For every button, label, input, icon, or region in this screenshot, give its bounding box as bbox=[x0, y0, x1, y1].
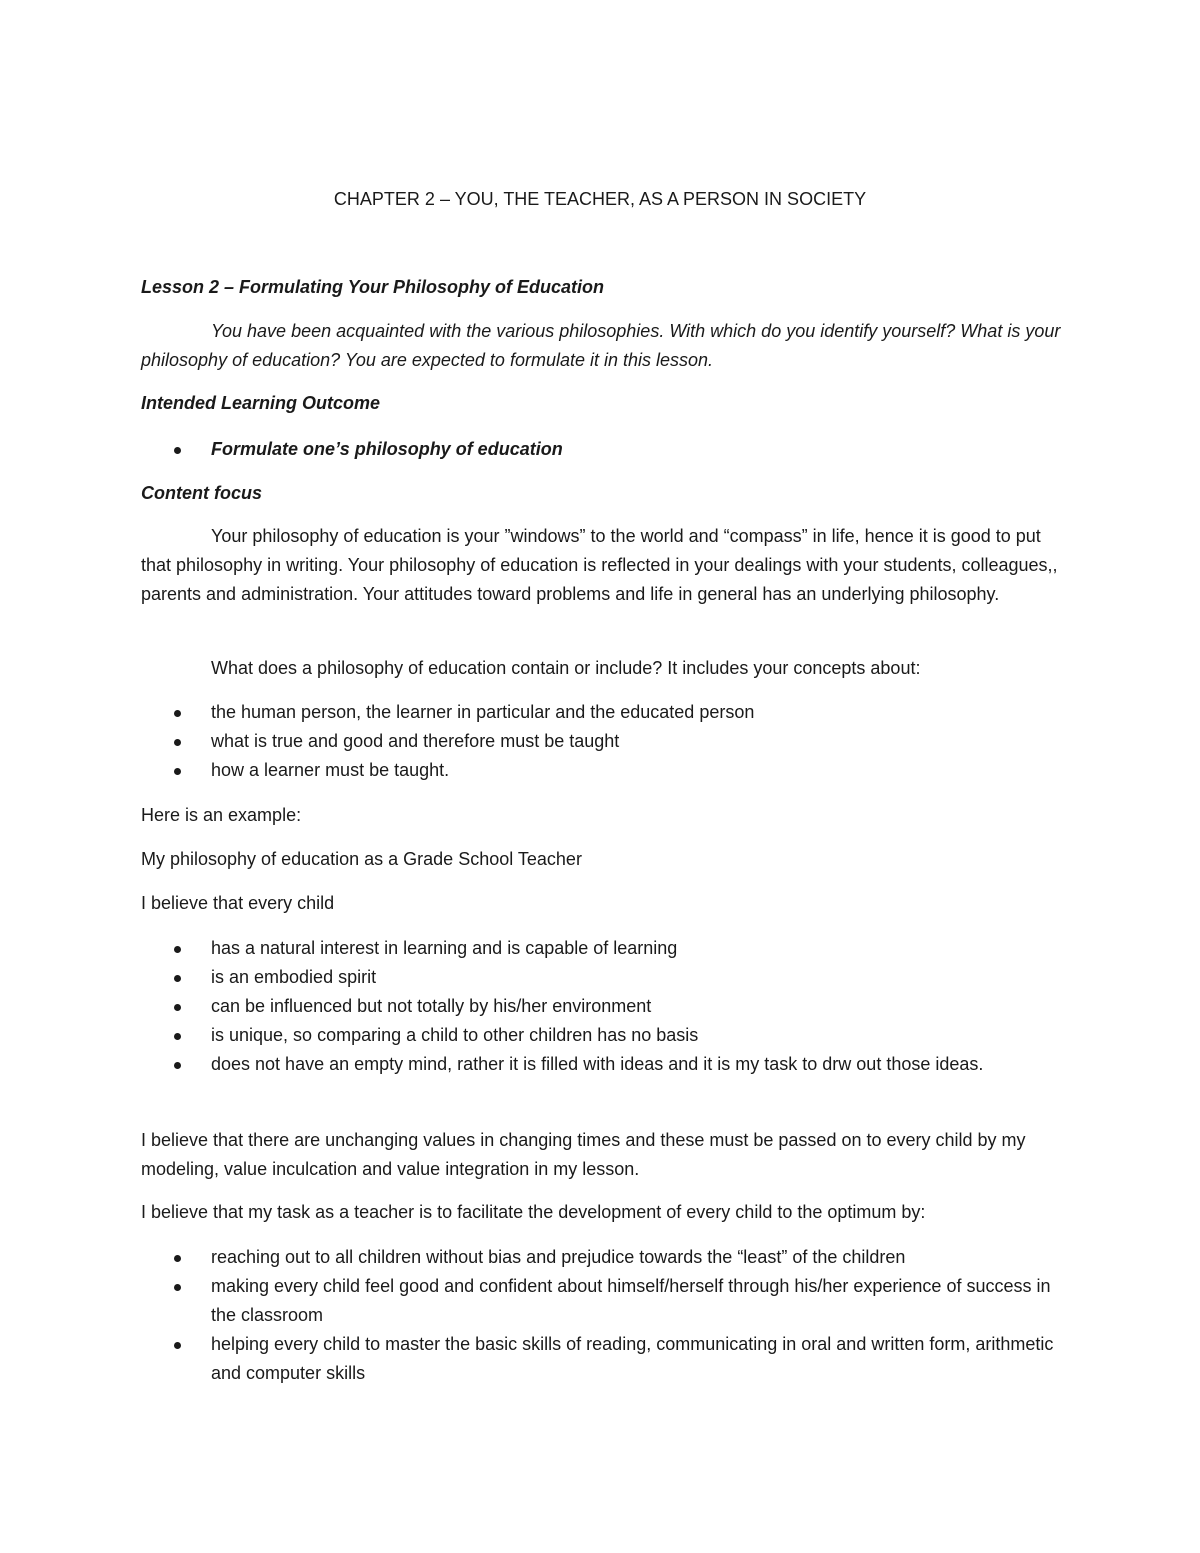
list-item bbox=[141, 963, 1071, 992]
bullet-icon bbox=[174, 1004, 181, 1011]
list-item-text: reaching out to all children without bias and prejudice towards the “least” of the children bbox=[211, 1247, 906, 1267]
lesson-intro: You have been acquainted with the various philosophies. With which do you identify yourself? What is your philosophy of education? You are expected to formulate it in this lesson. bbox=[141, 321, 1061, 370]
list-item-text: helping every child to master the basic skills of reading, communicating in oral and written form, arithmetic and computer skills bbox=[211, 1334, 1054, 1383]
example-title: My philosophy of education as a Grade School Teacher bbox=[141, 849, 582, 869]
list-item-text: Formulate one’s philosophy of education bbox=[211, 439, 563, 459]
list-item-text: what is true and good and therefore must be taught bbox=[211, 731, 620, 751]
list-item bbox=[141, 435, 1071, 464]
list-item-text: does not have an empty mind, rather it is filled with ideas and it is my task to drw out those ideas. bbox=[211, 1054, 984, 1074]
example-intro: Here is an example: bbox=[141, 805, 302, 825]
list-item bbox=[141, 992, 1071, 1021]
list-item bbox=[141, 756, 1071, 785]
list-item bbox=[141, 727, 1071, 756]
bullet-icon bbox=[174, 1062, 181, 1069]
belief-values: I believe that there are unchanging values in changing times and these must be passed on to every child by my modeling, value inculcation and value integration in my lesson. bbox=[141, 1130, 1026, 1179]
chapter-title: CHAPTER 2 – YOU, THE TEACHER, AS A PERSON IN SOCIETY bbox=[333, 189, 867, 209]
list-item bbox=[141, 1050, 1071, 1079]
list-item bbox=[141, 1243, 1071, 1272]
belief-task-intro: I believe that my task as a teacher is to facilitate the development of every child to the optimum by: bbox=[141, 1202, 926, 1222]
list-item-text: is an embodied spirit bbox=[211, 967, 377, 987]
task-list bbox=[141, 1243, 1071, 1388]
ilo-list bbox=[141, 435, 1071, 464]
bullet-icon bbox=[174, 1033, 181, 1040]
content-heading: Content focus bbox=[141, 483, 262, 503]
list-item bbox=[141, 1330, 1071, 1388]
list-item bbox=[141, 1021, 1071, 1050]
bullet-icon bbox=[174, 739, 181, 746]
list-item bbox=[141, 1272, 1071, 1330]
bullet-icon bbox=[174, 1342, 181, 1349]
belief-child-intro: I believe that every child bbox=[141, 893, 335, 913]
list-item-text: has a natural interest in learning and is capable of learning bbox=[211, 938, 678, 958]
list-item bbox=[141, 698, 1071, 727]
child-beliefs-list bbox=[141, 934, 1071, 1079]
content-paragraph: Your philosophy of education is your ”windows” to the world and “compass” in life, hence it is good to put that philosophy in writing. Your philosophy of education is reflected in your dealings with your students, colleagues,, parents and administration. Your attitudes toward problems and life in general has an underlying philosophy. bbox=[141, 526, 1058, 604]
bullet-icon bbox=[174, 1284, 181, 1291]
list-item-text: the human person, the learner in particular and the educated person bbox=[211, 702, 755, 722]
list-item-text: can be influenced but not totally by his/her environment bbox=[211, 996, 652, 1016]
list-item-text: making every child feel good and confident about himself/herself through his/her experience of success in the classroom bbox=[211, 1276, 1051, 1325]
bullet-icon bbox=[174, 768, 181, 775]
concept-list bbox=[141, 698, 1071, 785]
bullet-icon bbox=[174, 975, 181, 982]
bullet-icon bbox=[174, 710, 181, 717]
list-item-text: is unique, so comparing a child to other children has no basis bbox=[211, 1025, 699, 1045]
contain-question: What does a philosophy of education contain or include? It includes your concepts about: bbox=[211, 658, 921, 678]
list-item bbox=[141, 934, 1071, 963]
bullet-icon bbox=[174, 447, 181, 454]
ilo-heading: Intended Learning Outcome bbox=[141, 393, 381, 413]
list-item-text: how a learner must be taught. bbox=[211, 760, 450, 780]
bullet-icon bbox=[174, 1255, 181, 1262]
bullet-icon bbox=[174, 946, 181, 953]
lesson-title: Lesson 2 – Formulating Your Philosophy of Education bbox=[141, 277, 605, 297]
